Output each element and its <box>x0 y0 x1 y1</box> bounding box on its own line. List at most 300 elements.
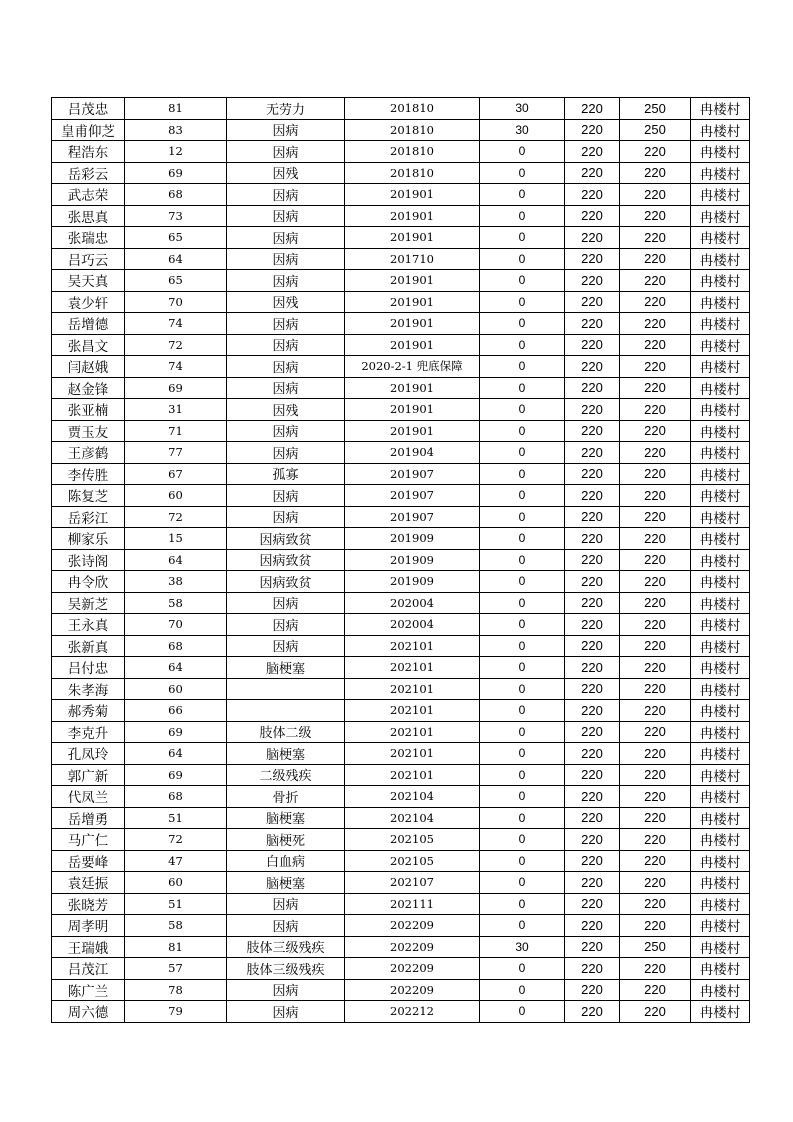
age-cell: 79 <box>125 1001 227 1023</box>
base-amount-cell: 220 <box>565 528 620 550</box>
village-cell: 冉楼村 <box>691 1001 750 1023</box>
total-amount-cell: 220 <box>620 205 691 227</box>
name-cell: 孔凤玲 <box>52 743 125 765</box>
extra-amount-cell: 0 <box>480 399 565 421</box>
age-cell: 78 <box>125 979 227 1001</box>
village-cell: 冉楼村 <box>691 227 750 249</box>
total-amount-cell: 220 <box>620 979 691 1001</box>
total-amount-cell: 220 <box>620 700 691 722</box>
reason-cell: 因病 <box>227 592 345 614</box>
name-cell: 吕茂江 <box>52 958 125 980</box>
date-cell: 202209 <box>345 915 480 937</box>
total-amount-cell: 220 <box>620 872 691 894</box>
date-cell: 202101 <box>345 743 480 765</box>
total-amount-cell: 220 <box>620 1001 691 1023</box>
total-amount-cell: 220 <box>620 635 691 657</box>
name-cell: 岳彩江 <box>52 506 125 528</box>
date-cell: 201901 <box>345 270 480 292</box>
village-cell: 冉楼村 <box>691 334 750 356</box>
date-cell: 202209 <box>345 979 480 1001</box>
reason-cell: 因病 <box>227 979 345 1001</box>
name-cell: 武志荣 <box>52 184 125 206</box>
extra-amount-cell: 0 <box>480 291 565 313</box>
reason-cell <box>227 700 345 722</box>
date-cell: 201710 <box>345 248 480 270</box>
village-cell: 冉楼村 <box>691 377 750 399</box>
extra-amount-cell: 0 <box>480 829 565 851</box>
age-cell: 73 <box>125 205 227 227</box>
date-cell: 202209 <box>345 958 480 980</box>
name-cell: 程浩东 <box>52 141 125 163</box>
total-amount-cell: 220 <box>620 592 691 614</box>
name-cell: 赵金锋 <box>52 377 125 399</box>
table-row <box>52 872 750 894</box>
date-cell: 201810 <box>345 141 480 163</box>
date-cell: 201901 <box>345 205 480 227</box>
extra-amount-cell: 0 <box>480 420 565 442</box>
extra-amount-cell: 0 <box>480 162 565 184</box>
extra-amount-cell: 0 <box>480 721 565 743</box>
extra-amount-cell: 30 <box>480 98 565 120</box>
age-cell: 51 <box>125 893 227 915</box>
base-amount-cell: 220 <box>565 184 620 206</box>
extra-amount-cell: 0 <box>480 786 565 808</box>
age-cell: 69 <box>125 764 227 786</box>
age-cell: 38 <box>125 571 227 593</box>
village-cell: 冉楼村 <box>691 850 750 872</box>
date-cell: 202104 <box>345 786 480 808</box>
date-cell: 202004 <box>345 592 480 614</box>
reason-cell: 因病 <box>227 227 345 249</box>
total-amount-cell: 220 <box>620 420 691 442</box>
base-amount-cell: 220 <box>565 850 620 872</box>
total-amount-cell: 220 <box>620 270 691 292</box>
reason-cell: 因病 <box>227 313 345 335</box>
village-cell: 冉楼村 <box>691 420 750 442</box>
table-row <box>52 270 750 292</box>
extra-amount-cell: 0 <box>480 334 565 356</box>
reason-cell: 脑梗死 <box>227 829 345 851</box>
name-cell: 岳增勇 <box>52 807 125 829</box>
name-cell: 陈复芝 <box>52 485 125 507</box>
base-amount-cell: 220 <box>565 571 620 593</box>
table-row <box>52 592 750 614</box>
name-cell: 张新真 <box>52 635 125 657</box>
base-amount-cell: 220 <box>565 893 620 915</box>
table-row <box>52 313 750 335</box>
date-cell: 201810 <box>345 119 480 141</box>
base-amount-cell: 220 <box>565 872 620 894</box>
base-amount-cell: 220 <box>565 592 620 614</box>
date-cell: 201810 <box>345 98 480 120</box>
age-cell: 70 <box>125 291 227 313</box>
table-row <box>52 119 750 141</box>
table-row <box>52 936 750 958</box>
village-cell: 冉楼村 <box>691 291 750 313</box>
base-amount-cell: 220 <box>565 291 620 313</box>
base-amount-cell: 220 <box>565 936 620 958</box>
age-cell: 69 <box>125 162 227 184</box>
age-cell: 65 <box>125 227 227 249</box>
village-cell: 冉楼村 <box>691 119 750 141</box>
name-cell: 皇甫仰芝 <box>52 119 125 141</box>
village-cell: 冉楼村 <box>691 399 750 421</box>
name-cell: 王彦鹤 <box>52 442 125 464</box>
extra-amount-cell: 0 <box>480 614 565 636</box>
roster-table <box>51 97 750 1023</box>
age-cell: 81 <box>125 936 227 958</box>
extra-amount-cell: 0 <box>480 549 565 571</box>
base-amount-cell: 220 <box>565 227 620 249</box>
total-amount-cell: 220 <box>620 657 691 679</box>
extra-amount-cell: 30 <box>480 936 565 958</box>
table-row <box>52 1001 750 1023</box>
base-amount-cell: 220 <box>565 786 620 808</box>
base-amount-cell: 220 <box>565 334 620 356</box>
village-cell: 冉楼村 <box>691 678 750 700</box>
village-cell: 冉楼村 <box>691 205 750 227</box>
extra-amount-cell: 0 <box>480 700 565 722</box>
base-amount-cell: 220 <box>565 614 620 636</box>
reason-cell: 因病 <box>227 377 345 399</box>
name-cell: 朱孝海 <box>52 678 125 700</box>
name-cell: 岳增德 <box>52 313 125 335</box>
date-cell: 202105 <box>345 850 480 872</box>
village-cell: 冉楼村 <box>691 485 750 507</box>
name-cell: 陈广兰 <box>52 979 125 1001</box>
village-cell: 冉楼村 <box>691 248 750 270</box>
table-row <box>52 506 750 528</box>
date-cell: 201901 <box>345 313 480 335</box>
reason-cell: 因病 <box>227 119 345 141</box>
age-cell: 70 <box>125 614 227 636</box>
extra-amount-cell: 0 <box>480 764 565 786</box>
village-cell: 冉楼村 <box>691 635 750 657</box>
table-row <box>52 248 750 270</box>
extra-amount-cell: 0 <box>480 571 565 593</box>
village-cell: 冉楼村 <box>691 786 750 808</box>
village-cell: 冉楼村 <box>691 958 750 980</box>
total-amount-cell: 220 <box>620 743 691 765</box>
age-cell: 81 <box>125 98 227 120</box>
table-row <box>52 205 750 227</box>
age-cell: 65 <box>125 270 227 292</box>
total-amount-cell: 220 <box>620 614 691 636</box>
age-cell: 72 <box>125 829 227 851</box>
reason-cell: 因病 <box>227 614 345 636</box>
name-cell: 马广仁 <box>52 829 125 851</box>
base-amount-cell: 220 <box>565 979 620 1001</box>
extra-amount-cell: 0 <box>480 442 565 464</box>
date-cell: 201901 <box>345 334 480 356</box>
village-cell: 冉楼村 <box>691 463 750 485</box>
name-cell: 袁少轩 <box>52 291 125 313</box>
total-amount-cell: 220 <box>620 399 691 421</box>
base-amount-cell: 220 <box>565 98 620 120</box>
village-cell: 冉楼村 <box>691 549 750 571</box>
extra-amount-cell: 0 <box>480 141 565 163</box>
age-cell: 69 <box>125 721 227 743</box>
village-cell: 冉楼村 <box>691 442 750 464</box>
village-cell: 冉楼村 <box>691 657 750 679</box>
reason-cell: 因病 <box>227 893 345 915</box>
reason-cell: 因病 <box>227 270 345 292</box>
date-cell: 202105 <box>345 829 480 851</box>
table-row <box>52 678 750 700</box>
age-cell: 77 <box>125 442 227 464</box>
name-cell: 张亚楠 <box>52 399 125 421</box>
age-cell: 64 <box>125 657 227 679</box>
extra-amount-cell: 0 <box>480 377 565 399</box>
base-amount-cell: 220 <box>565 141 620 163</box>
base-amount-cell: 220 <box>565 635 620 657</box>
table-row <box>52 721 750 743</box>
name-cell: 吕茂忠 <box>52 98 125 120</box>
extra-amount-cell: 0 <box>480 915 565 937</box>
table-row <box>52 979 750 1001</box>
base-amount-cell: 220 <box>565 764 620 786</box>
table-row <box>52 98 750 120</box>
extra-amount-cell: 0 <box>480 227 565 249</box>
village-cell: 冉楼村 <box>691 313 750 335</box>
base-amount-cell: 220 <box>565 442 620 464</box>
total-amount-cell: 220 <box>620 248 691 270</box>
age-cell: 57 <box>125 958 227 980</box>
table-row <box>52 571 750 593</box>
base-amount-cell: 220 <box>565 248 620 270</box>
name-cell: 张昌文 <box>52 334 125 356</box>
base-amount-cell: 220 <box>565 377 620 399</box>
reason-cell: 肢体三级残疾 <box>227 936 345 958</box>
extra-amount-cell: 0 <box>480 313 565 335</box>
age-cell: 67 <box>125 463 227 485</box>
name-cell: 岳要峰 <box>52 850 125 872</box>
reason-cell <box>227 678 345 700</box>
age-cell: 71 <box>125 420 227 442</box>
extra-amount-cell: 0 <box>480 248 565 270</box>
base-amount-cell: 220 <box>565 270 620 292</box>
total-amount-cell: 220 <box>620 528 691 550</box>
name-cell: 张晓芳 <box>52 893 125 915</box>
date-cell: 201810 <box>345 162 480 184</box>
extra-amount-cell: 0 <box>480 592 565 614</box>
base-amount-cell: 220 <box>565 657 620 679</box>
extra-amount-cell: 0 <box>480 958 565 980</box>
base-amount-cell: 220 <box>565 399 620 421</box>
date-cell: 202104 <box>345 807 480 829</box>
extra-amount-cell: 0 <box>480 184 565 206</box>
table-row <box>52 743 750 765</box>
reason-cell: 因病 <box>227 184 345 206</box>
date-cell: 201907 <box>345 485 480 507</box>
age-cell: 66 <box>125 700 227 722</box>
table-row <box>52 635 750 657</box>
total-amount-cell: 220 <box>620 377 691 399</box>
age-cell: 47 <box>125 850 227 872</box>
base-amount-cell: 220 <box>565 915 620 937</box>
table-row <box>52 915 750 937</box>
extra-amount-cell: 0 <box>480 850 565 872</box>
name-cell: 郭广新 <box>52 764 125 786</box>
reason-cell: 白血病 <box>227 850 345 872</box>
age-cell: 51 <box>125 807 227 829</box>
name-cell: 周孝明 <box>52 915 125 937</box>
extra-amount-cell: 0 <box>480 356 565 378</box>
extra-amount-cell: 0 <box>480 743 565 765</box>
table-row <box>52 528 750 550</box>
village-cell: 冉楼村 <box>691 528 750 550</box>
age-cell: 72 <box>125 506 227 528</box>
age-cell: 64 <box>125 743 227 765</box>
village-cell: 冉楼村 <box>691 162 750 184</box>
total-amount-cell: 220 <box>620 356 691 378</box>
date-cell: 202209 <box>345 936 480 958</box>
reason-cell: 因病 <box>227 442 345 464</box>
name-cell: 王永真 <box>52 614 125 636</box>
table-row <box>52 850 750 872</box>
total-amount-cell: 220 <box>620 549 691 571</box>
date-cell: 201901 <box>345 399 480 421</box>
total-amount-cell: 220 <box>620 850 691 872</box>
extra-amount-cell: 0 <box>480 1001 565 1023</box>
base-amount-cell: 220 <box>565 700 620 722</box>
date-cell: 202101 <box>345 721 480 743</box>
village-cell: 冉楼村 <box>691 764 750 786</box>
total-amount-cell: 220 <box>620 893 691 915</box>
reason-cell: 因病 <box>227 485 345 507</box>
date-cell: 201909 <box>345 571 480 593</box>
reason-cell: 无劳力 <box>227 98 345 120</box>
table-row <box>52 786 750 808</box>
table-row <box>52 549 750 571</box>
reason-cell: 肢体三级残疾 <box>227 958 345 980</box>
name-cell: 吴天真 <box>52 270 125 292</box>
name-cell: 吕付忠 <box>52 657 125 679</box>
table-row <box>52 958 750 980</box>
village-cell: 冉楼村 <box>691 506 750 528</box>
extra-amount-cell: 0 <box>480 506 565 528</box>
table-row <box>52 334 750 356</box>
extra-amount-cell: 0 <box>480 528 565 550</box>
age-cell: 83 <box>125 119 227 141</box>
total-amount-cell: 220 <box>620 141 691 163</box>
date-cell: 201901 <box>345 291 480 313</box>
total-amount-cell: 220 <box>620 291 691 313</box>
total-amount-cell: 220 <box>620 485 691 507</box>
reason-cell: 因病致贫 <box>227 528 345 550</box>
total-amount-cell: 220 <box>620 764 691 786</box>
reason-cell: 因病 <box>227 141 345 163</box>
date-cell: 202107 <box>345 872 480 894</box>
age-cell: 68 <box>125 184 227 206</box>
extra-amount-cell: 0 <box>480 635 565 657</box>
table-body <box>52 98 750 1023</box>
table-row <box>52 657 750 679</box>
age-cell: 68 <box>125 635 227 657</box>
reason-cell: 因残 <box>227 162 345 184</box>
date-cell: 201909 <box>345 549 480 571</box>
village-cell: 冉楼村 <box>691 614 750 636</box>
extra-amount-cell: 30 <box>480 119 565 141</box>
age-cell: 15 <box>125 528 227 550</box>
reason-cell: 因病 <box>227 334 345 356</box>
age-cell: 58 <box>125 915 227 937</box>
total-amount-cell: 250 <box>620 98 691 120</box>
table-row <box>52 829 750 851</box>
reason-cell: 脑梗塞 <box>227 743 345 765</box>
age-cell: 68 <box>125 786 227 808</box>
reason-cell: 因病 <box>227 1001 345 1023</box>
age-cell: 72 <box>125 334 227 356</box>
base-amount-cell: 220 <box>565 313 620 335</box>
name-cell: 袁廷振 <box>52 872 125 894</box>
base-amount-cell: 220 <box>565 678 620 700</box>
extra-amount-cell: 0 <box>480 205 565 227</box>
total-amount-cell: 220 <box>620 915 691 937</box>
reason-cell: 因病 <box>227 205 345 227</box>
extra-amount-cell: 0 <box>480 979 565 1001</box>
name-cell: 李传胜 <box>52 463 125 485</box>
village-cell: 冉楼村 <box>691 807 750 829</box>
table-row <box>52 420 750 442</box>
table-row <box>52 764 750 786</box>
total-amount-cell: 220 <box>620 227 691 249</box>
table-row <box>52 356 750 378</box>
total-amount-cell: 220 <box>620 184 691 206</box>
date-cell: 201907 <box>345 463 480 485</box>
date-cell: 202212 <box>345 1001 480 1023</box>
total-amount-cell: 250 <box>620 119 691 141</box>
reason-cell: 肢体二级 <box>227 721 345 743</box>
base-amount-cell: 220 <box>565 807 620 829</box>
age-cell: 64 <box>125 248 227 270</box>
date-cell: 201901 <box>345 227 480 249</box>
name-cell: 王瑞娥 <box>52 936 125 958</box>
base-amount-cell: 220 <box>565 420 620 442</box>
reason-cell: 因残 <box>227 399 345 421</box>
reason-cell: 脑梗塞 <box>227 807 345 829</box>
age-cell: 74 <box>125 356 227 378</box>
date-cell: 2020-2-1 兜底保障 <box>345 356 480 378</box>
table-row <box>52 141 750 163</box>
name-cell: 张瑞忠 <box>52 227 125 249</box>
base-amount-cell: 220 <box>565 1001 620 1023</box>
name-cell: 吕巧云 <box>52 248 125 270</box>
base-amount-cell: 220 <box>565 119 620 141</box>
name-cell: 郝秀菊 <box>52 700 125 722</box>
table-row <box>52 485 750 507</box>
extra-amount-cell: 0 <box>480 872 565 894</box>
base-amount-cell: 220 <box>565 829 620 851</box>
total-amount-cell: 220 <box>620 442 691 464</box>
village-cell: 冉楼村 <box>691 915 750 937</box>
table-row <box>52 442 750 464</box>
extra-amount-cell: 0 <box>480 657 565 679</box>
village-cell: 冉楼村 <box>691 98 750 120</box>
date-cell: 202111 <box>345 893 480 915</box>
base-amount-cell: 220 <box>565 958 620 980</box>
date-cell: 202101 <box>345 764 480 786</box>
date-cell: 202101 <box>345 657 480 679</box>
table-row <box>52 227 750 249</box>
extra-amount-cell: 0 <box>480 893 565 915</box>
date-cell: 201907 <box>345 506 480 528</box>
village-cell: 冉楼村 <box>691 936 750 958</box>
village-cell: 冉楼村 <box>691 700 750 722</box>
base-amount-cell: 220 <box>565 549 620 571</box>
total-amount-cell: 220 <box>620 721 691 743</box>
village-cell: 冉楼村 <box>691 184 750 206</box>
